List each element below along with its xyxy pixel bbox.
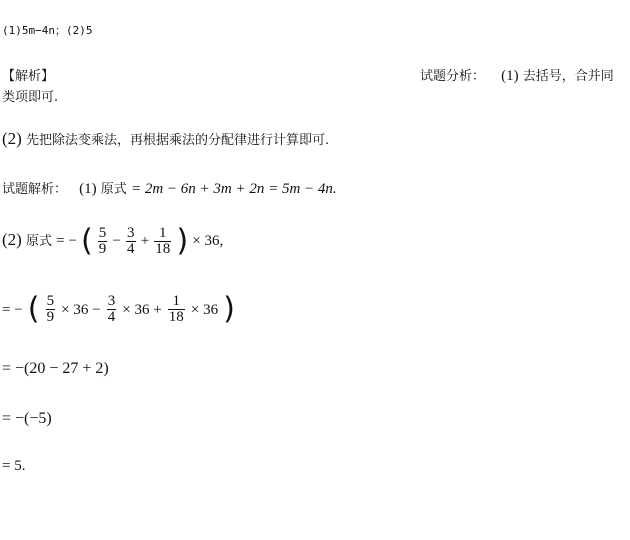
solution-step-1 — [2, 223, 224, 259]
right-paren: ) — [223, 291, 235, 327]
step1-suffix: × 36, — [192, 233, 224, 249]
analysis-line-1 — [420, 65, 614, 85]
fraction — [107, 294, 117, 325]
numerator: 1 — [172, 293, 181, 309]
term: × 36 — [190, 302, 219, 318]
analysis-lead: 试题分析： — [420, 69, 486, 84]
analysis-p1-marker: (1) — [501, 68, 519, 84]
analysis-line-2: 类项即可. — [2, 90, 59, 105]
solution-p1-expr: = 2m − 6n + 3m + 2n = 5m − 4n. — [130, 181, 337, 197]
solution-p2-marker: (2) — [2, 230, 22, 249]
operator: − — [112, 233, 121, 249]
fraction — [98, 226, 108, 257]
denominator: 4 — [127, 241, 135, 257]
numerator: 5 — [98, 225, 107, 241]
analysis-p2 — [2, 129, 329, 149]
numerator: 3 — [127, 225, 135, 241]
solution-step-4: = −(−5) — [2, 410, 52, 427]
analysis-p2-marker: (2) — [2, 129, 22, 148]
left-paren: ( — [80, 223, 93, 259]
solution-step-5: = 5. — [2, 458, 26, 474]
operator: + — [140, 233, 150, 249]
fraction — [46, 294, 56, 325]
denominator: 18 — [155, 241, 171, 257]
fraction — [126, 226, 136, 257]
numerator: 1 — [159, 225, 167, 241]
fraction — [168, 294, 185, 325]
numerator: 5 — [46, 293, 55, 309]
solution-step-3: = −(20 − 27 + 2) — [2, 360, 109, 377]
fraction — [154, 226, 171, 257]
term: × 36 + — [122, 302, 162, 318]
analysis-p1-text: 去括号，合并同 — [522, 69, 614, 84]
step1-prefix: = − — [56, 233, 77, 249]
numerator: 3 — [107, 293, 116, 309]
denominator: 9 — [46, 309, 55, 325]
term: × 36 − — [61, 302, 101, 318]
denominator: 4 — [107, 309, 116, 325]
solution-p1-marker: (1) — [79, 181, 97, 197]
answer-line: (1)5m−4n；(2)5 — [2, 24, 93, 37]
step2-prefix: = − — [2, 302, 23, 318]
solution-p1-label: 原式 — [100, 182, 127, 197]
solution-lead: 试题解析： — [2, 182, 68, 197]
section-heading: 【解析】 — [2, 69, 55, 84]
solution-step-2 — [2, 291, 235, 327]
solution-p2-label: 原式 — [25, 234, 52, 249]
left-paren: ( — [27, 291, 40, 327]
solution-p1 — [2, 178, 337, 198]
right-paren: ) — [176, 223, 189, 259]
denominator: 18 — [168, 309, 184, 325]
analysis-p2-text: 先把除法变乘法，再根据乘法的分配律进行计算即可. — [25, 133, 330, 148]
denominator: 9 — [98, 241, 107, 257]
